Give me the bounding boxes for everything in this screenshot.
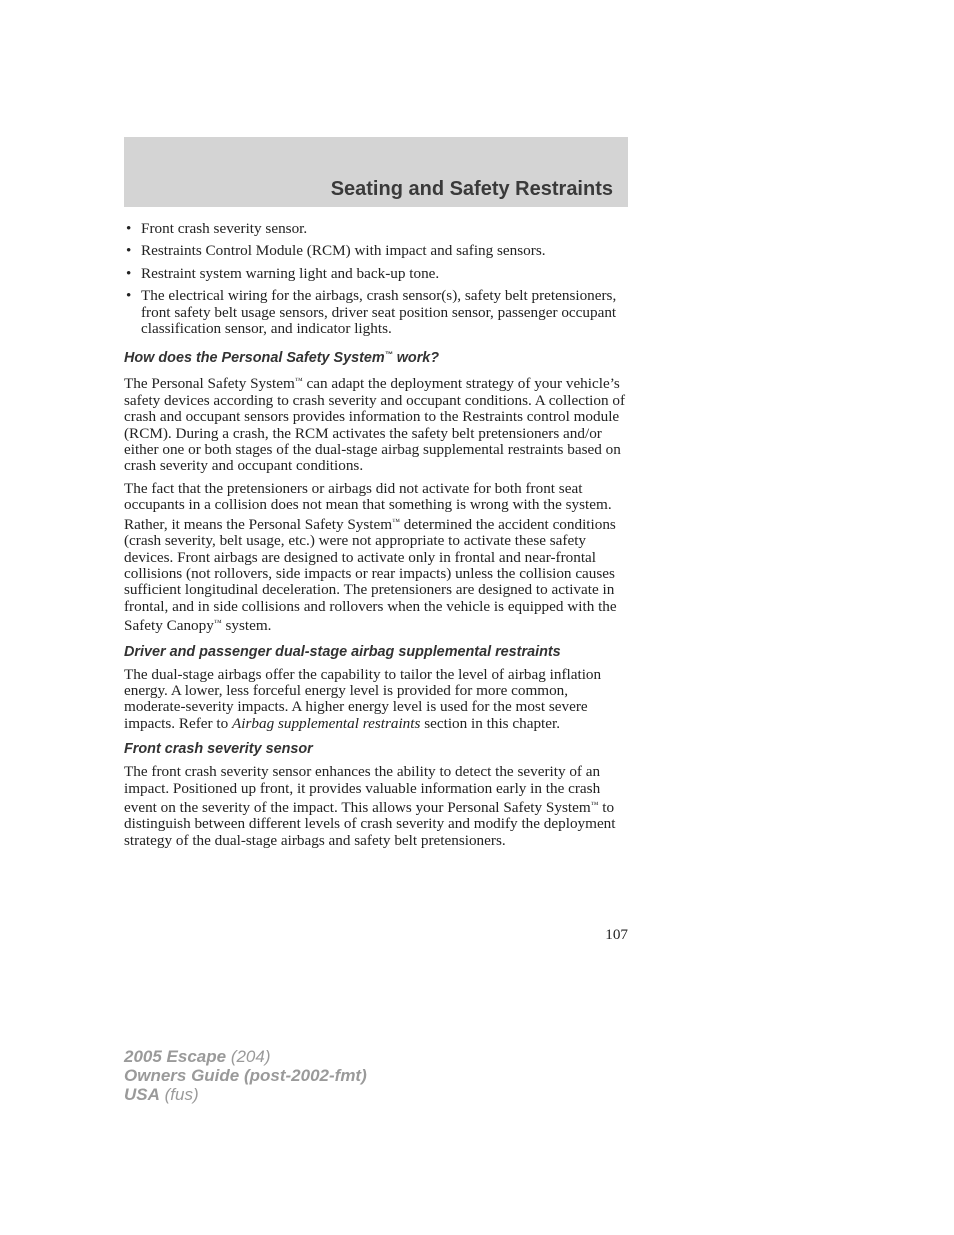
chapter-title: Seating and Safety Restraints	[330, 178, 613, 200]
trademark-icon: ™	[294, 376, 303, 386]
trademark-icon: ™	[384, 350, 393, 360]
footer-line: 2005 Escape (204)	[124, 1047, 271, 1066]
paragraph: The Personal Safety System™ can adapt the deployment strategy of your vehicle’s safety devices according to crash severity and occupant conditions. A collection of crash and occupant sensors provides information to the Restraints control module (RCM). During a crash, the RCM activates the safety belt pretensioners and/or either one or both stages of the dual-stage airbag supplemental restraints based on crash severity and occupant conditions.	[124, 375, 626, 475]
trademark-icon: ™	[590, 799, 599, 809]
page-number: 107	[605, 926, 628, 943]
list-item: • The electrical wiring for the airbags, crash sensor(s), safety belt pretensioners, front safety belt usage sensors, driver seat position sensor, passenger occupant classification sensor, and indicator lights.	[126, 287, 617, 338]
paragraph: The fact that the pretensioners or airbags did not activate for both front seat occupants in a collision does not mean that something is wrong with the system. Rather, it means the Personal Safety System™ determined the accident conditions (crash severity, belt usage, etc.) were not appropriate to activate these safety devices. Front airbags are designed to activate only in frontal and near-frontal collisions (not rollovers, side impacts or rear impacts) unless the collision causes sufficient longitudinal deceleration. The pretensioners are designed to activate in frontal, and in side collisions and rollovers when the vehicle is equipped with the Safety Canopy™ system.	[124, 479, 617, 635]
list-item: • Restraint system warning light and back-up tone.	[126, 264, 440, 282]
footer-line: USA (fus)	[124, 1085, 199, 1104]
trademark-icon: ™	[392, 516, 400, 526]
bullet-icon: •	[126, 242, 132, 260]
bullet-icon: •	[126, 287, 132, 305]
list-item: • Front crash severity sensor.	[126, 220, 308, 237]
cross-reference: Airbag supplemental restraints	[231, 714, 421, 732]
chapter-header-bar	[124, 137, 628, 207]
bullet-icon: •	[126, 264, 132, 282]
page-content	[124, 221, 630, 855]
document-footer	[124, 1047, 367, 1104]
section-heading-front-crash-sensor: Front crash severity sensor	[124, 741, 313, 758]
component-list	[124, 221, 630, 337]
paragraph: The dual-stage airbags offer the capability to tailor the level of airbag inflation energy. A lower, less forceful energy level is provided for more common, moderate-severity impacts. A higher energy level is used for the most severe impacts. Refer to Airbag supplemental restraints section in this chapter.	[124, 665, 602, 732]
list-item: • Restraints Control Module (RCM) with impact and safing sensors.	[126, 242, 546, 260]
section-heading-dual-stage-airbag: Driver and passenger dual-stage airbag supplemental restraints	[124, 643, 561, 660]
bullet-icon: •	[126, 220, 132, 237]
trademark-icon: ™	[213, 618, 222, 628]
footer-line: Owners Guide (post-2002-fmt)	[124, 1066, 367, 1085]
paragraph: The front crash severity sensor enhances the ability to detect the severity of an impact. Positioned up front, it provides valuable information early in the crash event on the severity of the impact. This allows your Personal Safety System™ to distinguish between different levels of crash severity and modify the deployment strategy of the dual-stage airbags and safety belt pretensioners.	[124, 763, 616, 849]
section-heading-personal-safety-system: How does the Personal Safety System™ work?	[124, 350, 440, 367]
